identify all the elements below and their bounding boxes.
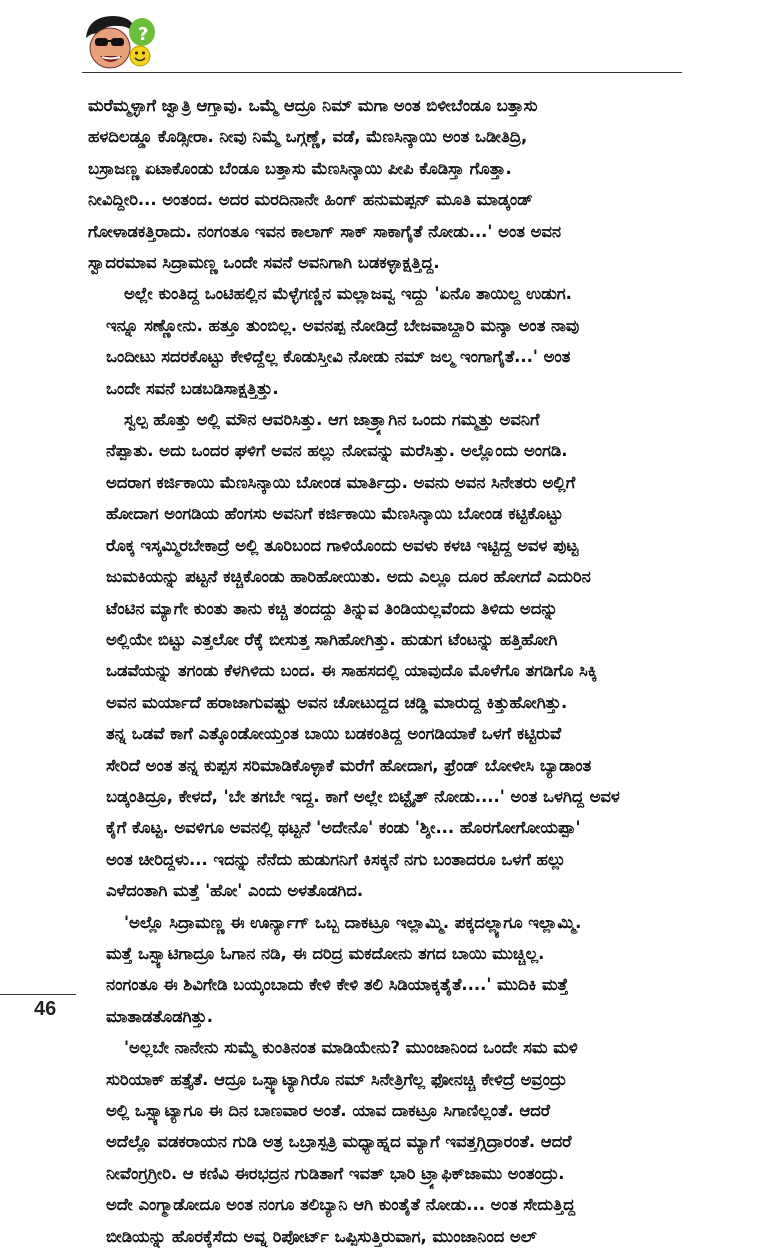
text-line: ಅಲ್ಲೇ ಕುಂತಿದ್ದ ಒಂಟಿಹಲ್ಲಿನ ಮೆಳ್ಳೆಗಣ್ಣಿನ ಮಲ್ಲಾಜವ್ವ ಇದ್ದು 'ಏನೊ ತಾಯಿಲ್ದ ಉಡುಗ. [124,284,572,304]
cartoon-face-logo-icon [78,12,160,74]
svg-text:?: ? [138,24,149,45]
text-line: ಅವನ ಮರ್ಯಾದೆ ಹರಾಜಾಗುವಷ್ಟು ಅವನ ಚೋಟುದ್ದದ ಚಡ್ಡಿ ಮಾರುದ್ದ ಕಿತ್ತುಹೋಗಿತ್ತು. [106,692,568,712]
text-line: ಸ್ವಲ್ಪ ಹೊತ್ತು ಅಲ್ಲಿ ಮೌನ ಆವರಿಸಿತ್ತು. ಆಗ ಜಾತ್ರ್ಯಾಗಿನ ಒಂದು ಗಮ್ಮತ್ತು ಅವನಿಗೆ [124,410,540,430]
paragraph [88,404,688,907]
text-line: ಅಂತ ಚೀರಿದ್ದಳು... ಇದನ್ನು ನೆನೆದು ಹುಡುಗನಿಗೆ ಕಿಸಕ್ಕನೆ ನಗು ಬಂತಾದರೂ ಒಳಗೆ ಹಲ್ಲು [106,849,566,869]
text-line: ಒಡವೆಯನ್ನು ತಗಂಡು ಕೆಳಗಿಳಿದು ಬಂದ. ಈ ಸಾಹಸದಲ್ಲಿ ಯಾವುದೊ ಮೊಳೆಗೊ ತಗಡಿಗೊ ಸಿಕ್ಕಿ [106,661,597,681]
text-line: ನಂಗಂತೂ ಈ ಶಿವಿಗೇಡಿ ಬಯ್ಕಂಬಾದು ಕೇಳಿ ಕೇಳಿ ತಲಿ ಸಿಡಿಯಾಕ್ಕತೈತೆ....' ಮುದಿಕಿ ಮತ್ತೆ [106,975,569,995]
paragraph [88,1032,688,1252]
page-number: 46 [34,998,57,1020]
text-line: ಮಾತಾಡತೊಡಗಿತ್ತು. [106,1006,214,1026]
text-line: ಕೈಗೆ ಕೊಟ್ಟ. ಅವಳಿಗೂ ಅವನಲ್ಲಿ ಥಟ್ಟನೆ 'ಅದೇನೊ' ಕಂಡು 'ಶ್ಶೀ... ಹೊರಗೋಗೋಯಪ್ಪಾ' [106,818,581,838]
text-line: ಟೆಂಟಿನ ಮ್ಯಾಗೇ ಕುಂತು ತಾನು ಕಚ್ಚಿ ತಂದದ್ದು ತಿನ್ನುವ ತಿಂಡಿಯಲ್ಲವೆಂದು ತಿಳಿದು ಅದನ್ನು [106,598,558,618]
text-line: ಅಲ್ಲಿ ಒಸ್ಪ್ಯಾಟ್ಯಾಗೂ ಈ ದಿನ ಬಾಣವಾರ ಅಂತೆ. ಯಾವ ದಾಕಟ್ರೂ ಸಿಗಾಣಿಲ್ಲಂತೆ. ಆದರೆ [106,1101,551,1120]
text-line: ಬಸ್ರಾಜಣ್ಣ ಏಟಾಕೊಂಡು ಬೆಂಡೂ ಬತ್ತಾಸು ಮೆಣಸಿನ್ಕಾಯಿ ಪೀಪಿ ಕೊಡಿಸ್ತಾ ಗೊತ್ತಾ. [88,158,512,178]
text-line: ಸ್ವಾದರಮಾವ ಸಿದ್ರಾಮಣ್ಣ ಒಂದೇ ಸವನೆ ಅವನಿಗಾಗಿ ಬಡಕಳ್ಳಾಕ್ಷತ್ತಿದ್ದ. [88,253,440,273]
paragraph [88,907,688,1033]
text-line: ಒಂದೇ ಸವನೆ ಬಡಬಡಿಸಾಕ್ಷತ್ತಿತ್ತು. [106,378,279,398]
text-line: ಬಡ್ಕಂತಿದ್ರೂ, ಕೇಳದೆ, 'ಬೇ ತಗಬೇ ಇದ್ದ. ಕಾಗೆ ಅಲ್ಲೇ ಬಿಟ್ಟೈತ್ ನೋಡು....' ಅಂತ ಒಳಗಿದ್ದ ಅವಳ [106,786,620,806]
text-line: ಎಳೆದಂತಾಗಿ ಮತ್ತೆ 'ಹೋ' ಎಂದು ಅಳತೊಡಗಿದ. [106,881,364,901]
text-line: ಮರೆಮ್ಮಳ್ಳಾಗೆ ಜ್ವಾತ್ರಿ ಆಗ್ತಾವು. ಒಮ್ಮೆ ಆದ್ರೂ ನಿಮ್ ಮಗಾ ಅಂತ ಬಿಳೀಬೆಂಡೂ ಬತ್ತಾಸು [88,96,538,115]
text-line: ಅದೇ ಎಂಗ್ಮಾಡೋದೂ ಅಂತ ನಂಗೂ ತಲಿಬ್ಯಾನಿ ಆಗಿ ಕುಂತೈತೆ ನೋಡು... ಅಂತ ಸೇದುತ್ತಿದ್ದ [106,1195,576,1215]
text-line: ಬೀಡಿಯನ್ನು ಹೊರಕ್ಕೆಸೆದು ಅವ್ನ ರಿಪೋರ್ಟ್ ಒಪ್ಪಿಸುತ್ತಿರುವಾಗ, ಮುಂಜಾನಿಂದ ಅಲ್ [106,1226,537,1246]
body-text [88,90,688,1252]
text-line: ನೀವೆಂಗ್ರಗ್ರೀರಿ. ಆ ಕಣಿವಿ ಈರಭದ್ರನ ಗುಡಿತಾಗೆ ಇವತ್ ಭಾರಿ ಟ್ರ್ಯಾಫಿಕ್‌ಜಾಮು ಅಂತಂದ್ರು. [106,1163,565,1183]
text-line: ನೀವಿದ್ದೀರಿ... ಅಂತಂದ. ಅದರ ಮರದಿನಾನೇ ಹಿಂಗ್ ಹನುಮಪ್ಪನ್ ಮೂತಿ ಮಾಡ್ಕಂಡ್ [88,190,533,210]
text-line: ಅದೆಲ್ಲೊ ವಡಕರಾಯನ ಗುಡಿ ಅತ್ರ ಒಬ್ರಾಸ್ಪತ್ರಿ ಮಧ್ಯಾಹ್ನದ ಮ್ಯಾಗೆ ಇವತ್ತಗ್ಗಿದ್ರಾರಂತೆ. ಆದರೆ [106,1132,572,1152]
text-line: ಹೋದಾಗ ಅಂಗಡಿಯ ಹೆಂಗಸು ಅವನಿಗೆ ಕರ್ಜಿಕಾಯಿ ಮೆಣಸಿನ್ಕಾಯಿ ಬೋಂಡ ಕಟ್ಟಿಕೊಟ್ಟು [106,504,564,524]
text-line: ಒಂದೀಟು ಸದರಕೊಟ್ಟು ಕೇಳಿದ್ದೆಲ್ಲ ಕೊಡುಸ್ತೀವಿ ನೋಡು ನಮ್ ಜಲ್ಮ ಇಂಗಾಗೈತೆ...' ಅಂತ [106,347,571,367]
text-line: 'ಅಲ್ಲಬೇ ನಾನೇನು ಸುಮ್ಮೆ ಕುಂತಿನಂತ ಮಾಡಿಯೇನು? ಮುಂಜಾನಿಂದ ಒಂದೇ ಸಮ ಮಳಿ [124,1038,578,1058]
text-line: ಇನ್ನೂ ಸಣ್ಣೋನು. ಹತ್ತೂ ತುಂಬಿಲ್ಲ. ಅವನಪ್ಪ ನೋಡಿದ್ರೆ ಬೇಜವಾಬ್ದಾರಿ ಮನ್ಶಾ ಅಂತ ನಾವು [106,315,580,335]
text-line: ಗೋಳಾಡಕತ್ತಿರಾದು. ನಂಗಂತೂ ಇವನ ಕಾಲಾಗ್ ಸಾಕ್ ಸಾಕಾಗೈತೆ ನೋಡು...' ಅಂತ ಅವನ [88,221,562,241]
footer-rule [0,994,76,995]
paragraph [88,90,688,278]
paragraph [88,278,688,404]
text-line: ತನ್ನ ಒಡವೆ ಕಾಗೆ ಎತ್ಕೊಂಡೋಯ್ತಂತ ಬಾಯಿ ಬಡಕಂತಿದ್ದ ಅಂಗಡಿಯಾಕೆ ಒಳಗೆ ಕಟ್ಟಿರುವೆ [106,724,562,744]
text-line: ಹಳದಿಲಡ್ಡೂ ಕೊಡ್ಸೀರಾ. ನೀವು ನಿಮ್ಮೆ ಒಗ್ಗಣ್ಣೆ, ವಡೆ, ಮೆಣಸಿನ್ಕಾಯಿ ಅಂತ ಒಡೀತಿದ್ರಿ, [88,127,528,147]
text-line: ನೆಪ್ಪಾತು. ಅದು ಒಂದರ ಘಳಿಗೆ ಅವನ ಹಲ್ಲು ನೋವನ್ನು ಮರೆಸಿತ್ತು. ಅಲ್ಲೊಂದು ಅಂಗಡಿ. [106,441,568,461]
text-line: ಸೇರಿದೆ ಅಂತ ತನ್ನ ಕುಪ್ಪಸ ಸರಿಮಾಡಿಕೊಳ್ಳಾಕೆ ಮರೆಗೆ ಹೋದಾಗ, ಫ್ರೆಂಡ್ ಬೋಳೀಸಿ ಬ್ಯಾಡಾಂತ [106,755,592,775]
text-line: ಅಲ್ಲಿಯೇ ಬಿಟ್ಟು ಎತ್ತಲೋ ರೆಕ್ಕೆ ಬೀಸುತ್ತ ಸಾಗಿಹೋಗಿತ್ತು. ಹುಡುಗ ಟೆಂಟನ್ನು ಹತ್ತಿಹೋಗಿ [106,629,558,649]
text-line: 'ಅಲ್ಲೊ ಸಿದ್ರಾಮಣ್ಣ ಈ ಊರ್ನ್ಯಾಗ್ ಒಬ್ಬ ದಾಕಟ್ರೂ ಇಲ್ಲಾಮ್ಮಿ. ಪಕ್ಕದಲ್ಲ್ಯಾಗೂ ಇಲ್ಲಾಮ್ಮಿ. [124,912,582,932]
text-line: ಜುಮಕಿಯನ್ನು ಪಟ್ಟನೆ ಕಚ್ಚಿಕೊಂಡು ಹಾರಿಹೋಯಿತು. ಅದು ಎಲ್ಲೂ ದೂರ ಹೋಗದೆ ಎದುರಿನ [106,567,591,587]
text-line: ಮತ್ತೆ ಒಸ್ಪ್ಯಾಟಿಗಾದ್ರೂ ಓಗಾನ ನಡಿ, ಈ ದರಿದ್ರ ಮಕದೋನು ತಗದ ಬಾಯಿ ಮುಚ್ಚಿಲ್ಲ. [106,943,545,963]
text-line: ಸುರಿಯಾಕ್ ಹತ್ತೈತೆ. ಆದ್ರೂ ಒಸ್ಪ್ಯಾಟ್ಯಾಗಿರೊ ನಮ್ ಸಿನೇತ್ರಿಗೆಲ್ಲ ಫೋನಚ್ಚಿ ಕೇಳಿದ್ರೆ ಅವ್ರಂದ್ರು [106,1069,567,1089]
text-line: ರೊಕ್ಕ ಇಸ್ಕಮ್ಮಿರಬೇಕಾದ್ರೆ ಅಲ್ಲಿ ತೂರಿಬಂದ ಗಾಳಿಯೊಂದು ಅವಳು ಕಳಚಿ ಇಟ್ಟಿದ್ದ ಅವಳ ಪುಟ್ಟ [106,535,579,555]
text-line: ಅದರಾಗ ಕರ್ಜಿಕಾಯಿ ಮೆಣಸಿನ್ಕಾಯಿ ಬೋಂಡ ಮಾರ್ತಿದ್ರು. ಅವನು ಅವನ ಸಿನೇತರು ಅಲ್ಲಿಗೆ [106,472,576,492]
header-rule [82,72,682,73]
